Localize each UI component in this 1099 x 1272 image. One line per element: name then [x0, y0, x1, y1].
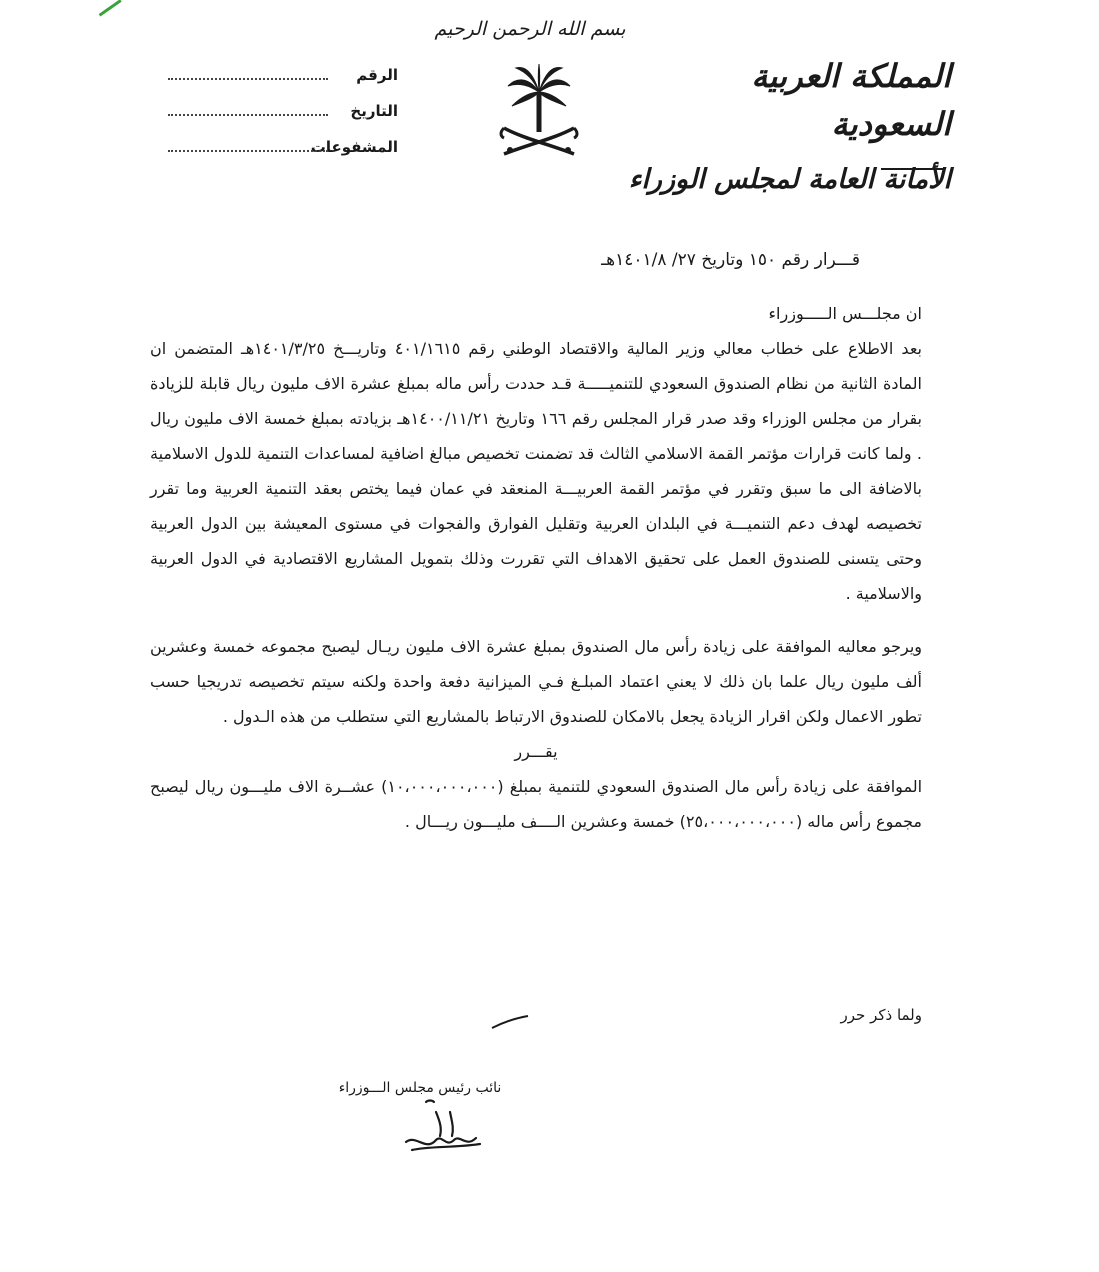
document-body — [150, 296, 922, 839]
paragraph-2: ويرجو معاليه الموافقة على زيادة رأس مال الصندوق بمبلغ عشرة الاف مليون ريـال ليصبح مجموعه خمسة وعشرين ألف مليون ريال علما بان ذلك لا يعني اعتماد المبلـغ فـي الميزانية دفعة واحدة ولكنه سيتم تخصيصه تدريجيا حسب تطور الاعمال ولكن اقرار الزيادة يجعل بالامكان للصندوق الارتباط بالمشاريع التي ستطلب من هذه الـدول . — [150, 637, 922, 726]
letterhead-rule — [881, 168, 945, 170]
ref-row-date — [168, 100, 398, 136]
secretariat-title: الأمانة العامة لمجلس الوزراء — [628, 164, 951, 195]
closing-line: ولما ذكر حرر — [840, 1006, 922, 1024]
ref-label-date: التاريخ — [350, 102, 398, 120]
ref-row-number — [168, 64, 398, 100]
reference-fields — [168, 64, 398, 172]
decision-line: قـــرار رقم ١٥٠ وتاريخ ٢٧/ ١٤٠١/٨هـ — [601, 250, 860, 270]
signature-title: نائب رئيس مجلس الـــوزراء — [338, 1080, 502, 1096]
ref-label-number: الرقم — [356, 66, 398, 84]
signature-block — [300, 1080, 540, 1096]
intro-line: ان مجلـــس الـــــوزراء — [768, 304, 922, 323]
ref-dots-date — [168, 100, 328, 116]
ref-row-attachments — [168, 136, 398, 172]
paragraph-3: الموافقة على زيادة رأس مال الصندوق السعودي للتنمية بمبلغ (١٠،٠٠٠،٠٠٠،٠٠٠) عشــرة الاف مليـــون ريال ليصبح مجموع رأس ماله (٢٥،٠٠٠،٠٠٠،٠٠٠) خمسة وعشرين الــــف مليـــون ريـــال . — [150, 777, 923, 831]
corner-mark — [88, 0, 121, 17]
ref-dots-attachments — [168, 136, 328, 152]
paragraph-1: بعد الاطلاع على خطاب معالي وزير المالية والاقتصاد الوطني رقم ٤٠١/١٦١٥ وتاريـــخ ١٤٠١/٣/٢٥هـ المتضمن ان المادة الثانية من نظام الصندوق السعودي للتنميـــــة قـد حددت رأس ماله بمبلغ عشرة الاف مليون ريال قابلة للزيادة بقرار من مجلس الوزراء وقد صدر قرار المجلس رقم ١٦٦ وتاريخ ١٤٠٠/١١/٢١هـ بزيادته بمبلغ خمسة الاف مليون ريال . ولما كانت قرارات مؤتمر القمة الاسلامي الثالث قد تضمنت تخصيص مبالغ اضافية لمساعدات التنمية للدول الاسلامية بالاضافة الى ما سبق وتقرر في مؤتمر القمة العربيـــة المنعقد في عمان فيما يختص بعقد التنمية العربية وما تقرر تخصيصه لهدف دعم التنميـــة في البلدان العربية وتقليل الفوارق والفجوات في مستوى المعيشة بين الدول العربية وحتى يتسنى للصندوق العمل على تحقيق الاهداف التي تقررت وذلك بتمويل المشاريع الاقتصادية في الدول العربية والاسلامية . — [150, 339, 923, 603]
ref-dots-number — [168, 64, 328, 80]
basmala: بسم الله الرحمن الرحيم — [434, 18, 626, 40]
letterhead — [621, 52, 951, 202]
resolves-heading: يقـــرر — [514, 742, 558, 761]
signature-icon — [396, 1098, 486, 1158]
handwritten-mark-icon — [490, 1012, 530, 1032]
kingdom-title: المملكة العربية السعودية — [751, 57, 951, 143]
ref-label-attachments: المشفوعات — [310, 138, 398, 156]
palm-swords-emblem-icon — [498, 62, 580, 162]
